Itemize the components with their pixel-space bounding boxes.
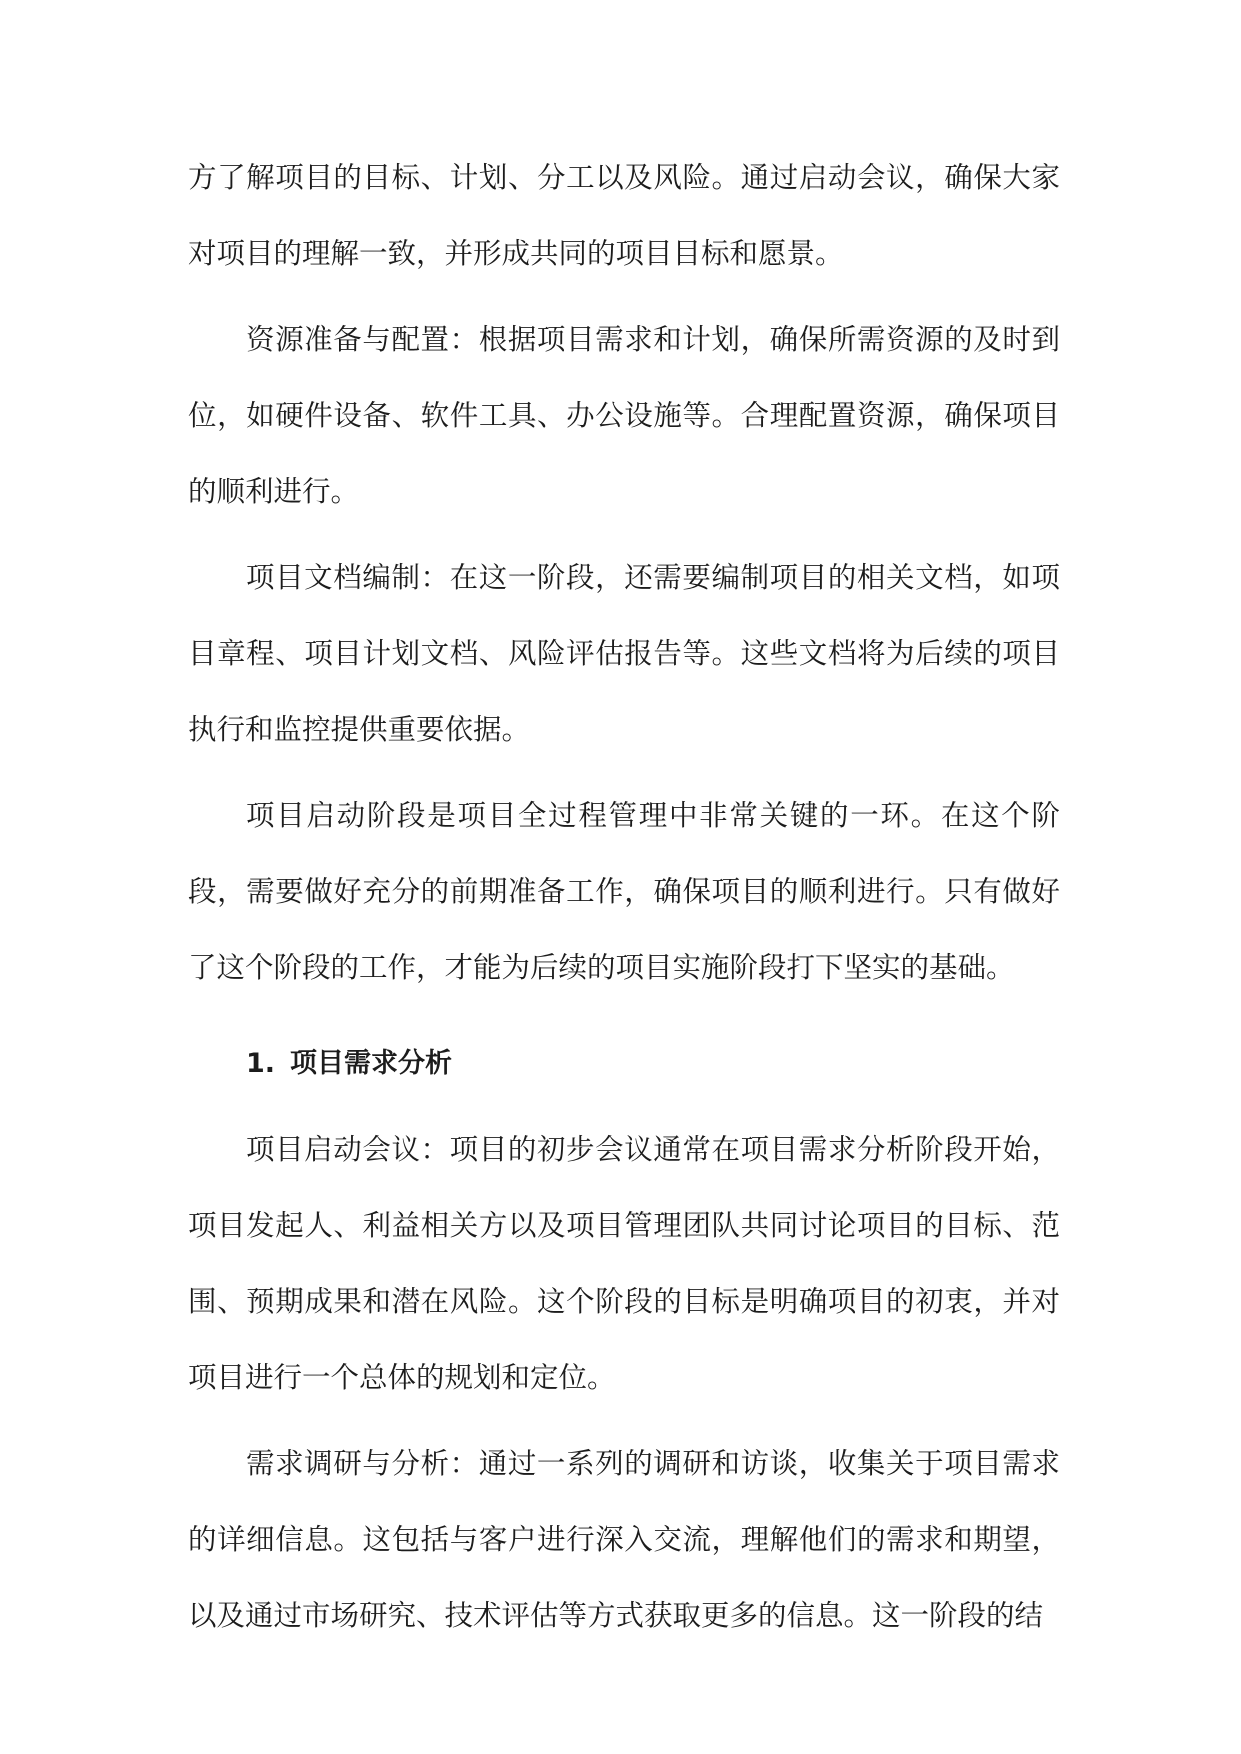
paragraph-startup-summary: 项目启动阶段是项目全过程管理中非常关键的一环。在这个阶段，需要做好充分的前期准备工作，确保项目的顺利进行。只有做好了这个阶段的工作，才能为后续的项目实施阶段打下坚实的基础。 <box>188 799 1060 984</box>
paragraph-continuation: 方了解项目的目标、计划、分工以及风险。通过启动会议，确保大家对项目的理解一致，并形成共同的项目目标和愿景。 <box>188 161 1060 270</box>
document-body <box>188 140 1060 1654</box>
paragraph-project-documentation: 项目文档编制：在这一阶段，还需要编制项目的相关文档，如项目章程、项目计划文档、风险评估报告等。这些文档将为后续的项目执行和监控提供重要依据。 <box>188 561 1060 746</box>
section-title: 项目需求分析 <box>290 1048 452 1079</box>
paragraph-resource-preparation: 资源准备与配置：根据项目需求和计划，确保所需资源的及时到位，如硬件设备、软件工具、办公设施等。合理配置资源，确保项目的顺利进行。 <box>188 323 1060 508</box>
paragraph-requirements-research: 需求调研与分析：通过一系列的调研和访谈，收集关于项目需求的详细信息。这包括与客户进行深入交流，理解他们的需求和期望，以及通过市场研究、技术评估等方式获取更多的信息。这一阶段的结 <box>188 1447 1060 1632</box>
paragraph-kickoff-meeting: 项目启动会议：项目的初步会议通常在项目需求分析阶段开始，项目发起人、利益相关方以及项目管理团队共同讨论项目的目标、范围、预期成果和潜在风险。这个阶段的目标是明确项目的初衷，并对项目进行一个总体的规划和定位。 <box>188 1133 1060 1394</box>
section-heading <box>188 1026 1060 1102</box>
section-number: 1. <box>246 1048 276 1079</box>
